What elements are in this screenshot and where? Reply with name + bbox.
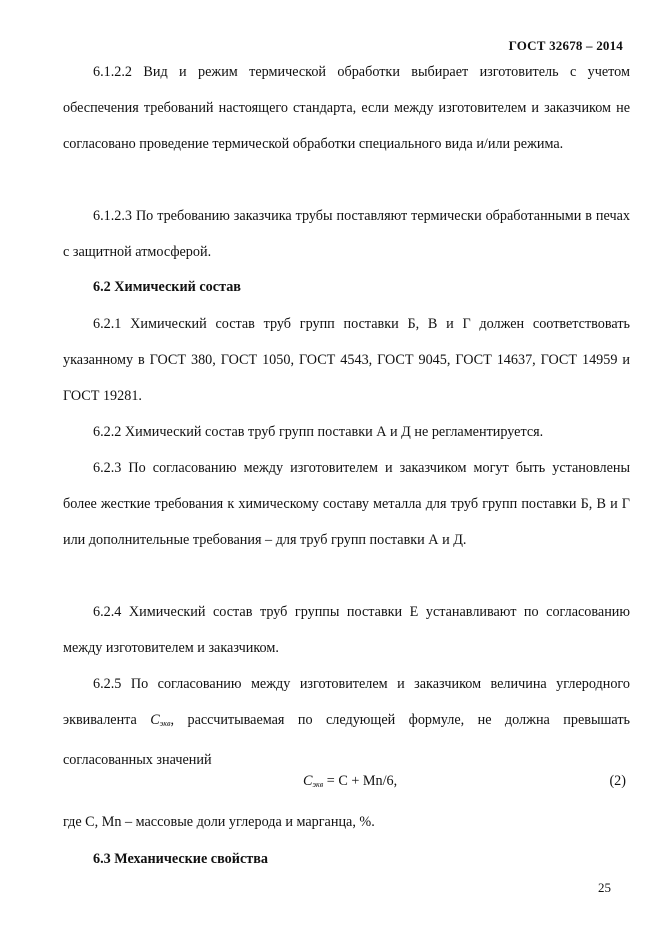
paragraph-6-2-4: 6.2.4 Химический состав труб группы поставки Е устанавливают по согласованию между изготовителем и заказчиком.	[63, 604, 630, 656]
formula-rhs: = C + Mn/6,	[323, 773, 398, 789]
paragraph-6-2-5-text-start: 6.2.5 По согласованию между изготовителем и заказчиком величина углеродного эквивалента	[63, 676, 630, 728]
paragraph-6-1-2-3: 6.1.2.3 По требованию заказчика трубы поставляют термически обработанными в печах с защитной атмосферой.	[63, 208, 630, 260]
carbon-equivalent-subscript: экв	[159, 719, 171, 728]
paragraph-6-2-3: 6.2.3 По согласованию между изготовителем и заказчиком могут быть установлены более жесткие требования к химическому составу металла для труб групп поставки Б, В и Г или дополнительные требования – для труб групп поставки А и Д.	[63, 460, 630, 548]
paragraph-6-2-1: 6.2.1 Химический состав труб групп поставки Б, В и Г должен соответствовать указанному в ГОСТ 380, ГОСТ 1050, ГОСТ 4543, ГОСТ 9045, ГОСТ 14637, ГОСТ 14959 и ГОСТ 19281.	[63, 316, 630, 404]
paragraph-6-2-5	[63, 666, 630, 778]
carbon-equivalent-symbol: C	[150, 712, 160, 728]
paragraph-6-1-2-2: 6.1.2.2 Вид и режим термической обработки выбирает изготовитель с учетом обеспечения требований настоящего стандарта, если между изготовителем и заказчиком не согласовано проведение термической обработки специального вида и/или режима.	[63, 64, 630, 152]
section-heading-6-3: 6.3 Механические свойства	[93, 851, 268, 867]
formula-lhs-subscript: экв	[312, 780, 324, 789]
document-code-header: ГОСТ 32678 – 2014	[508, 38, 623, 53]
paragraph-6-2-5-text-end: , рассчитываемая по следующей формуле, не должна превышать согласованных значений	[63, 712, 631, 768]
page-number: 25	[598, 880, 611, 895]
carbon-equivalent-formula	[303, 773, 397, 790]
paragraph-6-2-2: 6.2.2 Химический состав труб групп поставки А и Д не регламентируется.	[93, 424, 544, 440]
formula-lhs-symbol: C	[303, 773, 313, 789]
section-heading-6-2: 6.2 Химический состав	[93, 279, 241, 295]
formula-number: (2)	[609, 773, 626, 789]
formula-line	[0, 773, 661, 803]
formula-explanation: где С, Mn – массовые доли углерода и марганца, %.	[63, 814, 375, 830]
